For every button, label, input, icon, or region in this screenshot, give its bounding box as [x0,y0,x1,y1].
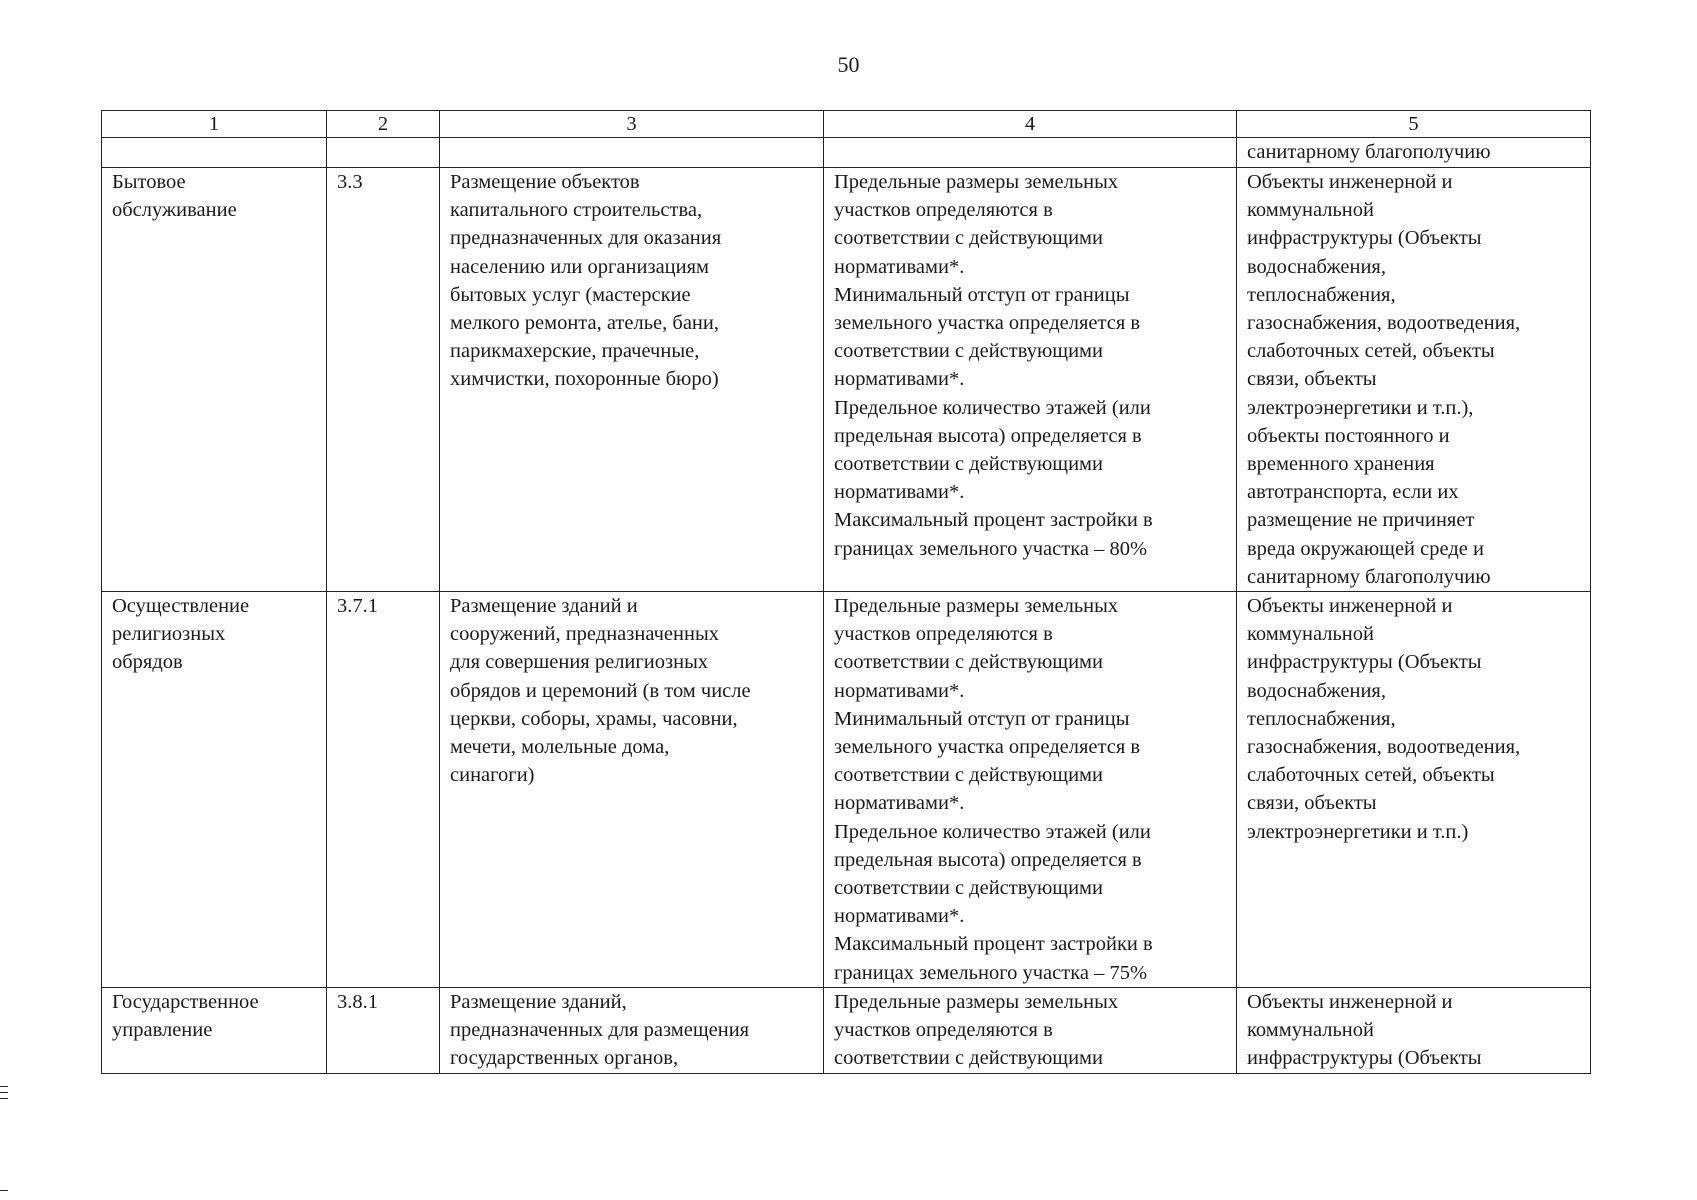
cell-text-line: участков определяются в [834,623,1053,646]
cell-text-line: предельная высота) определяется в [834,848,1142,871]
cell-text-line: Государственное [112,990,259,1013]
cell-text-line: Предельные размеры земельных [834,171,1119,193]
cell-text-line: соответствии с действующими [834,877,1103,900]
cell-use-code [327,138,440,168]
cell-text-line: коммунальной [1247,623,1374,646]
cell-text-line: Максимальный процент застройки в [834,933,1153,956]
cell-text-line: нормативами*. [834,679,965,702]
cell-text-line: нормативами*. [834,792,965,815]
cell-text-line: Объекты инженерной и [1247,171,1453,193]
cell-text-line: Минимальный отступ от границы [834,283,1130,306]
table-row [102,592,1591,988]
cell-text-line: религиозных [112,623,226,646]
cell-text-line: обрядов и церемоний (в том числе [450,679,751,702]
cell-text-line: 3.3 [337,171,363,193]
table-body [102,138,1591,1074]
cell-auxiliary-uses [1237,592,1591,988]
cell-text-line: Минимальный отступ от границы [834,707,1130,730]
cell-text-line: связи, объекты [1247,792,1377,815]
cell-text-line: инфраструктуры (Объекты [1247,651,1482,674]
cell-text-line: водоснабжения, [1247,255,1386,278]
cell-text-line: земельного участка определяется в [834,312,1141,335]
cell-auxiliary-uses [1237,138,1591,168]
cell-text-line: электроэнергетики и т.п.) [1247,820,1469,843]
cell-text-line: государственных органов, [450,1047,679,1070]
cell-text-line: коммунальной [1247,199,1374,222]
margin-mark [0,1190,8,1191]
cell-use-description [440,592,824,988]
cell-text-line: автотранспорта, если их [1247,481,1459,504]
table-row [102,138,1591,168]
cell-text-line: обрядов [112,651,183,674]
cell-parameters [824,138,1237,168]
cell-text-line: соответствии с действующими [834,453,1103,476]
cell-text-line: парикмахерские, прачечные, [450,340,700,363]
cell-text-line: размещение не причиняет [1247,509,1475,532]
cell-use-description [440,168,824,592]
cell-text-line: Объекты инженерной и [1247,595,1453,618]
cell-text-line: нормативами*. [834,905,965,928]
cell-text-line: химчистки, похоронные бюро) [450,368,719,391]
margin-mark [0,1086,8,1087]
cell-text-line: связи, объекты [1247,368,1377,391]
cell-text-line: соответствии с действующими [834,764,1103,787]
header-cell-2: 2 [327,111,440,138]
cell-text-line: Размещение объектов [450,171,640,193]
cell-text-line: вреда окружающей среде и [1247,537,1484,560]
cell-text-line: Осуществление [112,595,250,618]
cell-parameters [824,168,1237,592]
cell-use-description [440,138,824,168]
header-row [102,111,1591,138]
cell-text-line: сооружений, предназначенных [450,623,719,646]
cell-text-line: газоснабжения, водоотведения, [1247,736,1521,759]
cell-parameters [824,987,1237,1073]
cell-text-line: Бытовое [112,171,186,193]
cell-text-line: Предельные размеры земельных [834,595,1119,618]
cell-text-line: объекты постоянного и [1247,424,1450,447]
header-cell-5: 5 [1237,111,1591,138]
cell-text-line: водоснабжения, [1247,679,1386,702]
cell-text-line: электроэнергетики и т.п.), [1247,396,1474,419]
cell-text-line: границах земельного участка – 75% [834,961,1148,984]
header-cell-4: 4 [824,111,1237,138]
cell-text-line: Объекты инженерной и [1247,990,1453,1013]
cell-text-line: нормативами*. [834,481,965,504]
margin-mark [0,1092,8,1093]
cell-text-line: теплоснабжения, [1247,707,1396,730]
cell-text-line: газоснабжения, водоотведения, [1247,312,1521,335]
cell-text-line: мечети, молельные дома, [450,736,670,759]
cell-text-line: соответствии с действующими [834,1047,1103,1070]
cell-text-line: коммунальной [1247,1019,1374,1042]
cell-text-line: нормативами*. [834,255,965,278]
header-cell-3: 3 [440,111,824,138]
cell-text-line: инфраструктуры (Объекты [1247,227,1482,250]
cell-text-line: бытовых услуг (мастерские [450,283,691,306]
cell-use-name [102,987,327,1073]
cell-text-line: Размещение зданий и [450,595,638,618]
cell-use-code [327,592,440,988]
cell-text-line: Предельное количество этажей (или [834,820,1151,843]
cell-text-line: участков определяются в [834,199,1053,222]
cell-text-line: Размещение зданий, [450,990,627,1013]
page-number: 50 [837,52,860,77]
cell-text-line: временного хранения [1247,453,1435,476]
cell-text-line: предельная высота) определяется в [834,424,1142,447]
cell-use-name [102,168,327,592]
cell-text-line: для совершения религиозных [450,651,709,674]
table-row [102,987,1591,1073]
cell-use-name [102,138,327,168]
cell-text-line: предназначенных для размещения [450,1019,750,1042]
cell-text-line: участков определяются в [834,1019,1053,1042]
cell-text-line: мелкого ремонта, ателье, бани, [450,312,719,335]
cell-text-line: Предельные размеры земельных [834,990,1119,1013]
cell-text-line: капитального строительства, [450,199,703,222]
cell-text-line: населению или организациям [450,255,710,278]
cell-text-line: слаботочных сетей, объекты [1247,764,1495,787]
cell-text-line: санитарному благополучию [1247,141,1491,163]
cell-text-line: 3.8.1 [337,990,378,1013]
cell-text-line: границах земельного участка – 80% [834,537,1148,560]
cell-text-line: инфраструктуры (Объекты [1247,1047,1482,1070]
header-cell-1: 1 [102,111,327,138]
cell-use-description [440,987,824,1073]
cell-text-line: нормативами*. [834,368,965,391]
zoning-table [101,110,1591,1074]
cell-use-code [327,987,440,1073]
cell-text-line: земельного участка определяется в [834,736,1141,759]
cell-text-line: управление [112,1019,213,1042]
cell-auxiliary-uses [1237,168,1591,592]
cell-text-line: Предельное количество этажей (или [834,396,1151,419]
cell-use-code [327,168,440,592]
cell-text-line: 3.7.1 [337,595,378,618]
cell-parameters [824,592,1237,988]
margin-mark [0,1098,8,1099]
cell-text-line: Максимальный процент застройки в [834,509,1153,532]
cell-text-line: соответствии с действующими [834,651,1103,674]
cell-text-line: синагоги) [450,764,535,787]
cell-text-line: слаботочных сетей, объекты [1247,340,1495,363]
cell-text-line: санитарному благополучию [1247,565,1491,588]
cell-text-line: теплоснабжения, [1247,283,1396,306]
cell-text-line: предназначенных для оказания [450,227,722,250]
cell-text-line: обслуживание [112,199,237,222]
cell-use-name [102,592,327,988]
cell-text-line: церкви, соборы, храмы, часовни, [450,707,738,730]
table-row [102,168,1591,592]
cell-text-line: соответствии с действующими [834,227,1103,250]
cell-text-line: соответствии с действующими [834,340,1103,363]
cell-auxiliary-uses [1237,987,1591,1073]
